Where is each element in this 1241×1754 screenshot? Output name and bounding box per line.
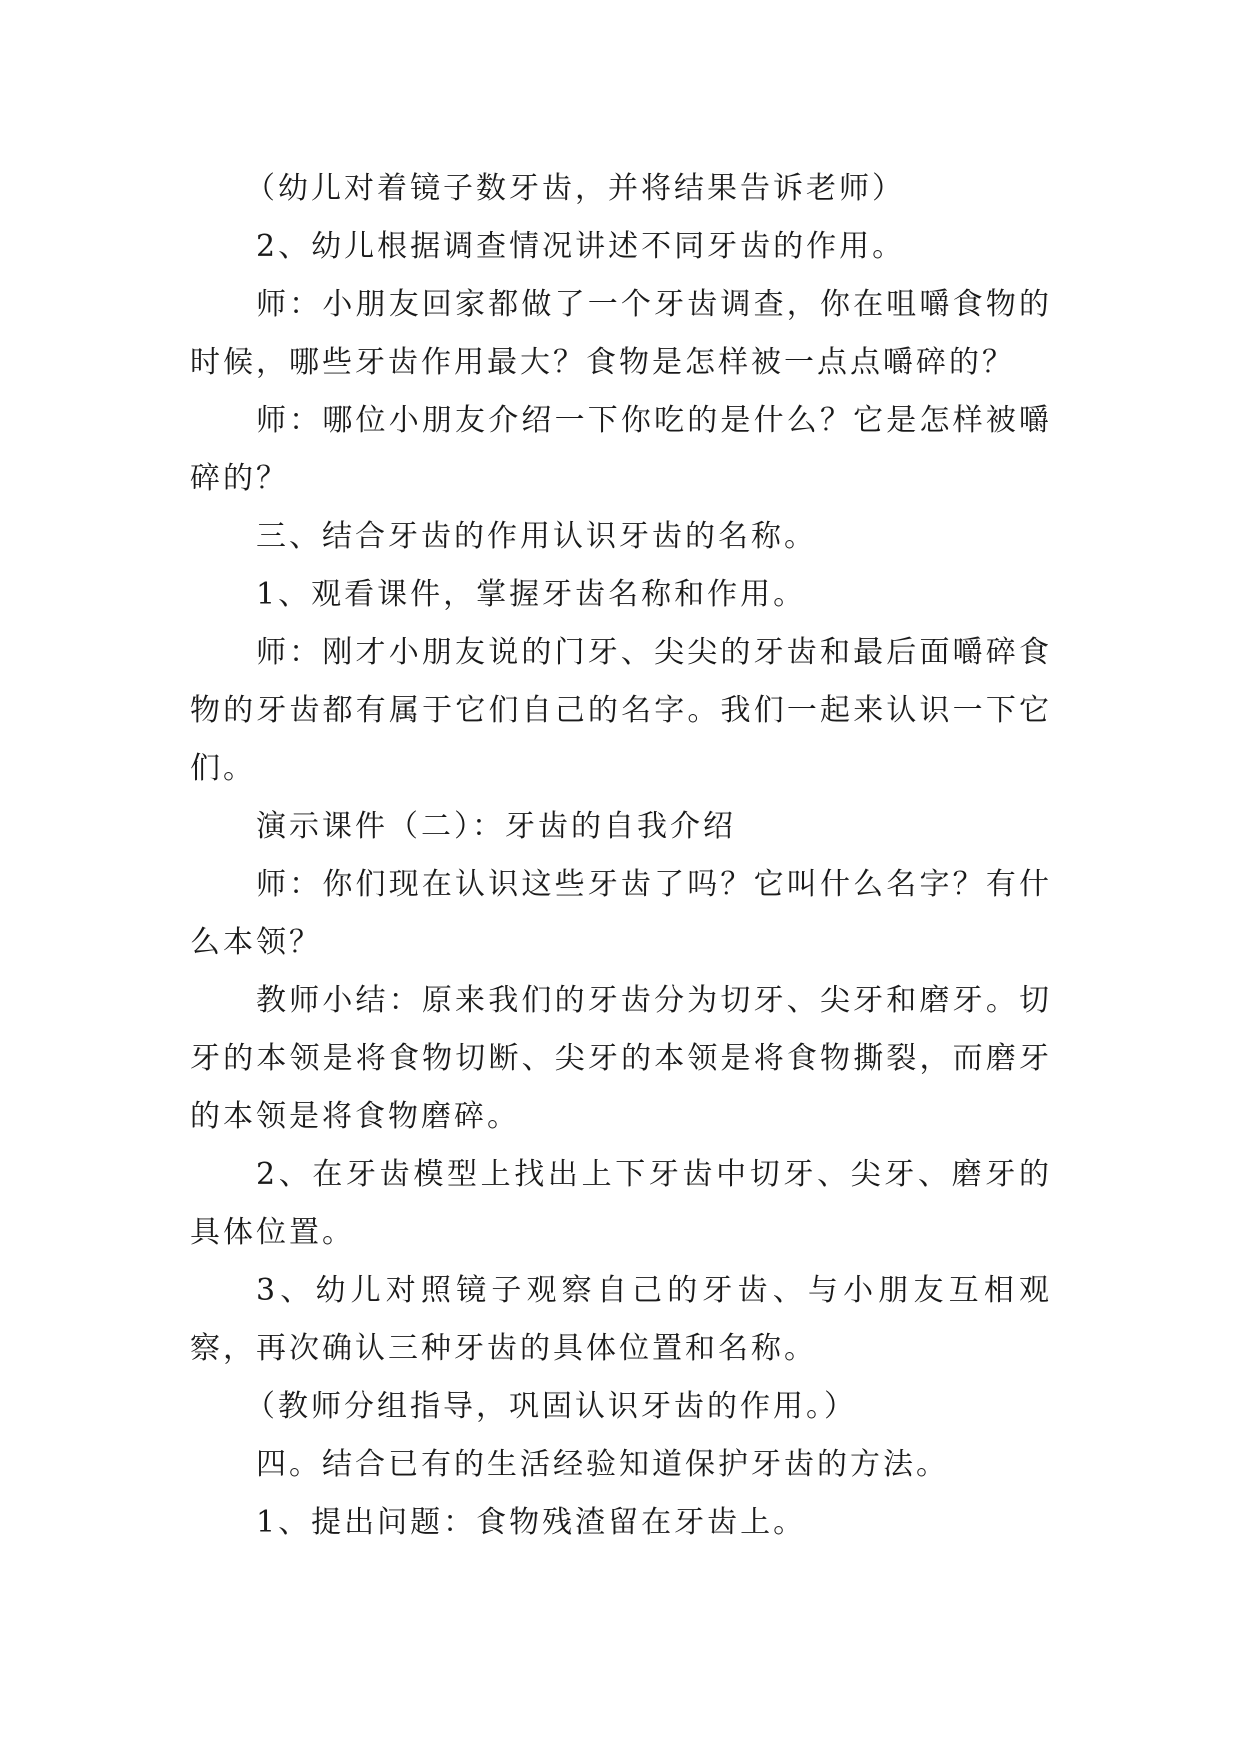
paragraph-step-2-survey: 2、幼儿根据调查情况讲述不同牙齿的作用。 (256, 229, 906, 264)
paragraph-teacher-question-chewing: 师：小朋友回家都做了一个牙齿调查，你在咀嚼食物的时候，哪些牙齿作用最大？食物是怎样被一点点嚼碎的？ (190, 287, 1052, 380)
section-heading-3: 三、结合牙齿的作用认识牙齿的名称。 (256, 519, 817, 554)
paragraph-step-2-model: 2、在牙齿模型上找出上下牙齿中切牙、尖牙、磨牙的具体位置。 (190, 1157, 1052, 1250)
paragraph-group-guidance: （教师分组指导，巩固认识牙齿的作用。） (245, 1389, 857, 1424)
paragraph-courseware-demo: 演示课件（二）：牙齿的自我介绍 (256, 809, 736, 844)
paragraph-child-counting-teeth: （幼儿对着镜子数牙齿，并将结果告诉老师） (245, 171, 905, 206)
paragraph-teacher-question-food: 师：哪位小朋友介绍一下你吃的是什么？它是怎样被嚼碎的？ (190, 403, 1052, 496)
paragraph-step-3-mirror: 3、幼儿对照镜子观察自己的牙齿、与小朋友互相观察，再次确认三种牙齿的具体位置和名称。 (190, 1273, 1052, 1366)
paragraph-teacher-question-names: 师：你们现在认识这些牙齿了吗？它叫什么名字？有什么本领？ (190, 867, 1052, 960)
paragraph-teacher-summary: 教师小结：原来我们的牙齿分为切牙、尖牙和磨牙。切牙的本领是将食物切断、尖牙的本领是将食物撕裂，而磨牙的本领是将食物磨碎。 (190, 983, 1052, 1134)
paragraph-teacher-tooth-names: 师：刚才小朋友说的门牙、尖尖的牙齿和最后面嚼碎食物的牙齿都有属于它们自己的名字。我们一起来认识一下它们。 (190, 635, 1052, 786)
paragraph-step-1-courseware: 1、观看课件，掌握牙齿名称和作用。 (256, 577, 807, 612)
paragraph-step-1-question: 1、提出问题：食物残渣留在牙齿上。 (256, 1505, 807, 1540)
section-heading-4: 四。结合已有的生活经验知道保护牙齿的方法。 (256, 1447, 949, 1482)
document-body (190, 160, 1052, 1552)
